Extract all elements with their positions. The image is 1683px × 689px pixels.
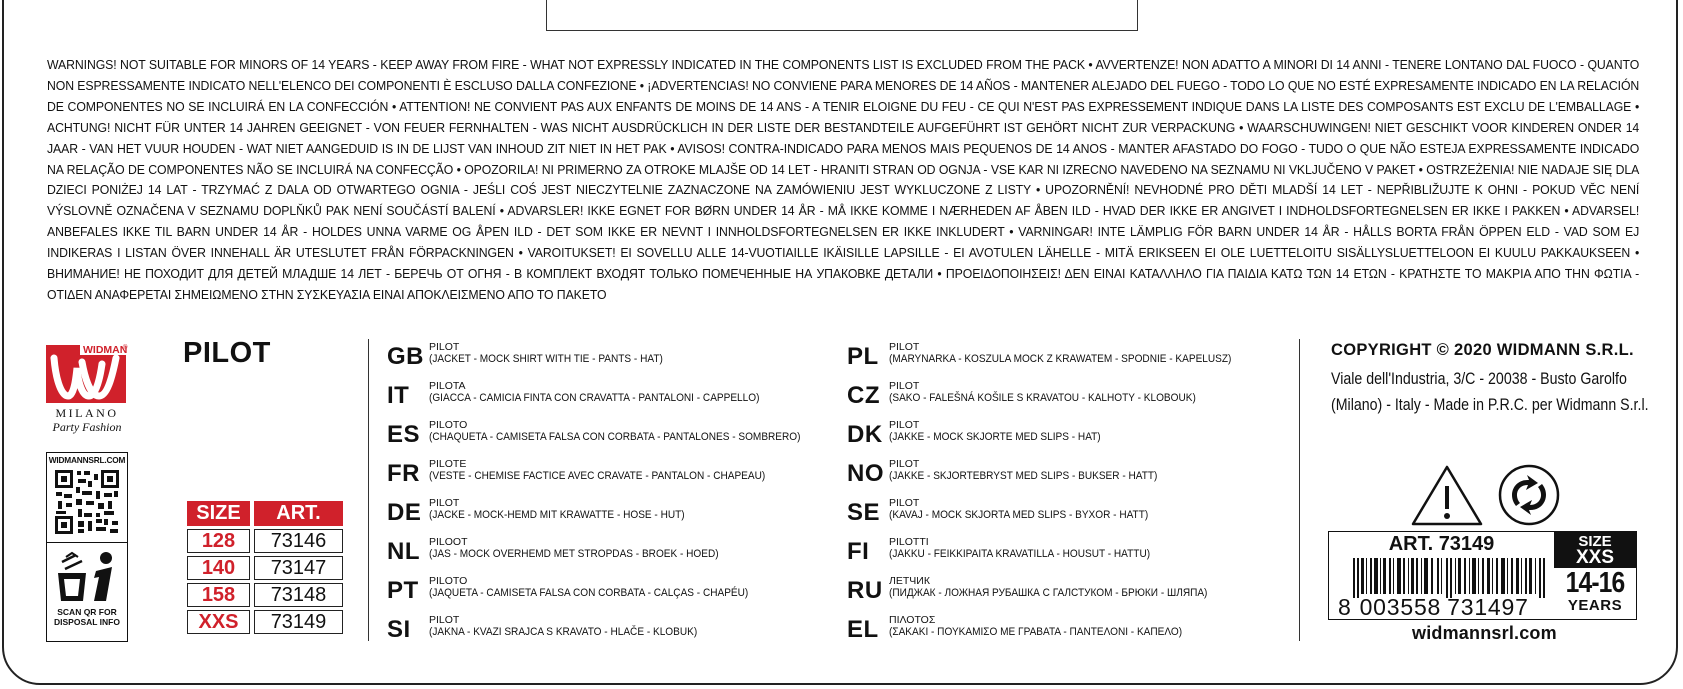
lang-desc: (CHAQUETA - CAMISETA FALSA CON CORBATA - PANTALONES - SOMBRERO): [429, 431, 801, 443]
barcode-bars-icon: [1353, 558, 1549, 598]
size-panel-top: [1554, 532, 1636, 568]
lang-desc: (KAVAJ - MOCK SKJORTA MED SLIPS - BYXOR - HATT): [889, 509, 1149, 521]
scan-text-line2: DISPOSAL INFO: [54, 617, 120, 627]
lang-name: PILOTA: [429, 380, 466, 392]
brand-tagline: Party Fashion: [52, 420, 122, 434]
green-dot-recycle-icon: [1500, 466, 1558, 524]
lang-code: PL: [847, 343, 879, 370]
lang-code: ES: [387, 421, 421, 448]
lang-code: RU: [847, 577, 883, 604]
lang-desc: (MARYNARKA - KOSZULA MOCK Z KRAWATEM - SPODNIE - KAPELUSZ): [889, 353, 1232, 365]
lang-desc: (JAKKU - FEIKKIPAITA KRAVATILLA - HOUSUT - HATTU): [889, 548, 1151, 560]
barcode-digit-first: 8: [1338, 594, 1352, 620]
size-panel: [1554, 532, 1636, 619]
qr-block: [46, 452, 128, 642]
size-value: 140: [187, 556, 250, 580]
lang-code: PT: [387, 577, 419, 604]
website-link[interactable]: widmannsrl.com: [1412, 623, 1557, 643]
lang-name: PILOTTI: [889, 536, 929, 548]
lang-code: DK: [847, 421, 883, 448]
lang-name: PILOT: [889, 419, 920, 431]
size-value: 158: [187, 583, 250, 607]
art-header: ART.: [254, 501, 343, 526]
lang-name: ΠΙΛΟΤΟΣ: [889, 614, 936, 626]
barcode-digits: [1338, 594, 1529, 621]
lang-name: PILOT: [889, 341, 920, 353]
qr-code-icon[interactable]: [54, 469, 120, 535]
lang-desc: (ПИДЖАК - ЛОЖНАЯ РУБАШКА С ГАЛСТУКОМ - БРЮКИ - ШЛЯПА): [889, 587, 1208, 599]
size-row: [187, 583, 343, 607]
qr-divider: [47, 542, 127, 543]
years-range: 14-16: [1565, 567, 1625, 599]
lang-name: PILOT: [429, 614, 460, 626]
size-header: SIZE: [187, 501, 250, 526]
disposal-bin-icon: [52, 549, 122, 605]
widmann-logo-icon: [46, 342, 128, 404]
years-label: YEARS: [1567, 597, 1623, 614]
logo-text: WIDMAN: [83, 344, 128, 356]
barcode-art-label: ART. 73149: [1388, 533, 1495, 555]
lang-desc: (JACKET - MOCK SHIRT WITH TIE - PANTS - HAT): [429, 353, 663, 365]
lang-desc: (JACKE - MOCK-HEMD MIT KRAWATTE - HOSE - HUT): [429, 509, 685, 521]
art-value: 73149: [254, 610, 343, 634]
lang-desc: (JAKKE - MOCK SKJORTE MED SLIPS - HAT): [889, 431, 1101, 443]
lang-code: FI: [847, 538, 870, 565]
address-text: [1331, 366, 1649, 418]
art-value: 73147: [254, 556, 343, 580]
barcode-digit-group1: 003558: [1359, 594, 1442, 620]
lang-desc: (GIACCA - CAMICIA FINTA CON CRAVATTA - PANTALONI - CAPPELLO): [429, 392, 760, 404]
barcode-box: [1328, 531, 1637, 620]
size-row: [187, 556, 343, 580]
size-panel-label: SIZE: [1578, 533, 1612, 550]
product-title: PILOT: [183, 337, 271, 369]
lang-name: ЛЕТЧИК: [889, 575, 930, 587]
lang-name: PILOT: [429, 497, 460, 509]
size-row: [187, 610, 343, 634]
lang-code: CZ: [847, 382, 880, 409]
lang-name: PILOOT: [429, 536, 468, 548]
lang-code: GB: [387, 343, 424, 370]
lang-name: PILOTE: [429, 458, 467, 470]
scan-text-line1: SCAN QR FOR: [57, 607, 117, 617]
size-row: [187, 529, 343, 553]
barcode-digit-group2: 731497: [1447, 594, 1529, 620]
lang-code: FR: [387, 460, 420, 487]
lang-desc: (JAKNA - KVAZI SRAJCA S KRAVATO - HLAČE - KLOBUK): [429, 626, 698, 638]
lang-name: PILOT: [889, 458, 920, 470]
art-value: 73146: [254, 529, 343, 553]
lang-desc: (ΣΑΚΑΚΙ - ΠΟΥΚΑΜΙΣΟ ΜΕ ΓΡΑΒΑΤΑ - ΠΑΝΤΕΛΟΝΙ - ΚΑΠΕΛΟ): [889, 626, 1183, 638]
lang-name: PILOTO: [429, 575, 468, 587]
divider-right: [1299, 339, 1300, 641]
lang-code: NO: [847, 460, 884, 487]
lang-desc: (JAQUETA - CAMISETA FALSA CON CORBATA - CALÇAS - CHAPÉU): [429, 587, 749, 599]
warnings-text: WARNINGS! NOT SUITABLE FOR MINORS OF 14 YEARS - KEEP AWAY FROM FIRE - WHAT NOT EXPRESSLY INDICATED IN THE COMPONENTS LIST IS EXCLUDED FROM THE PACK • AVVERTENZE! NON ADATTO A MINORI DI 14 ANNI - TENERE LONTANO DAL FUOCO - QUANTO NON ESPRESSAMENTE INDICATO NELL'ELENCO DEI COMPONENTI È ESCLUSO DALLA CONFEZIONE • ¡ADVERTENCIAS! NO CONVIENE PARA MENORES DE 14 AÑOS - MANTENER ALEJADO DEL FUEGO - TODO LO QUE NO ESTÉ EXPRESAMENTE INDICADO EN LA RELACIÓN DE COMPONENTES NO SE INCLUIRÁ EN LA CONFECCIÓN • ATTENTION! NE CONVIENT PAS AUX ENFANTS DE MOINS DE 14 ANS - A TENIR ELOIGNE DU FEU - CE QUI N'EST PAS EXPRESSEMENT INDIQUE DANS LA LISTE DES COMPOSANTS EST EXCLU DE L'EMBALLAGE • ACHTUNG! NICHT FÜR UNTER 14 JAHREN GEEIGNET - VON FEUER FERNHALTEN - WAS NICHT AUSDRÜCKLICH IN DER LISTE DER BESTANDTEILE AUFGEFÜHRT IST GEHÖRT NICHT ZUR VERPACKUNG • WAARSCHUWINGEN! NIET GESCHIKT VOOR KINDEREN ONDER 14 JAAR - VAN HET VUUR HOUDEN - WAT NIET AANGEDUID IS IN DE LIJST VAN INHOUD ZIT NIET IN HET PAK • AVISOS! CONTRA-INDICADO PARA MENOS MAIS PEQUENOS DE 14 ANOS - MANTER AFASTADO DO FOGO - TUDO O QUE NÃO ESTEJA EXPRESSAMENTE INDICADO NA RELAÇÃO DE COMPONENTES NÃO SE INCLUIRÁ NA CONFECÇÃO • OPOZORILA! NI PRIMERNO ZA OTROKE MLAJŠE OD 14 LET - HRANITI STRAN OD OGNJA - VSE KAR NI IZRECNO NAVEDENO NA SEZNAMU NI VKLJUČENO V PAKET • OSTRZEŻENIA! NIE NADAJE SIĘ DLA DZIECI PONIŻEJ 14 LAT - TRZYMAĆ Z DALA OD OTWARTEGO OGNIA - JEŚLI COŚ JEST NIECZYTELNIE ZAZNACZONE NA ZAMÓWIENIU JEST WYKLUCZONE Z LISTY • UPOZORNĚNÍ! NEVHODNÉ PRO DĚTI MLADŠÍ 14 LET - NEPŘIBLIŽUJTE K OHNI - POKUD VĚC NENÍ VÝSLOVNĚ OZNAČENA V SEZNAMU DOPLŇKŮ PAK NENÍ SOUČÁSTÍ BALENÍ • ADVARSLER! IKKE EGNET FOR BØRN UNDER 14 ÅR - MÅ IKKE KOMME I NÆRHEDEN AF ÅBEN ILD - HVAD DER IKKE ER ANGIVET I INDHOLDSFORTEGNELSEN ER IKKE I PAKKEN • ADVARSEL! ANBEFALES IKKE TIL BARN UNDER 14 ÅR - HOLDES UNNA VARME OG ÅPEN ILD - DET SOM IKKE ER NEVNT I INNHOLDSFORTEGNELSEN ER IKKE INKLUDERT • VARNINGAR! INTE LÄMPLIG FÖR BARN UNDER 14 ÅR - HÅLLS BORTA FRÅN ÖPPEN ELD - VAD SOM EJ INDIKERAS I LISTAN ÖVER INNEHALL ÄR UTESLUTET FRÅN FÖRPACKNINGEN • VAROITUKSET! EI SOVELLU ALLE 14-VUOTIAILLE IKÄISILLE LAPSILLE - EI AVOTULEN LÄHELLE - MITÄ ERIKSEEN EI OLE LUETTELOITU SISÄLLYSLUETTELOON EI KUULU PAKKAUKSEEN • ВНИМАНИЕ! НЕ ПОХОДИТ ДЛЯ ДЕТЕЙ МЛАДШЕ 14 ЛЕТ - БЕРЕЧЬ ОТ ОГНЯ - В КОМПЛЕКТ ВХОДЯТ ТОЛЬКО ПОМЕЧЕННЫЕ НА УПАКОВКЕ ДЕТАЛИ • ΠΡΟΕΙΔΟΠΟΙΗΣΕΙΣ! ΔΕΝ ΕΙΝΑΙ ΚΑΤΑΛΛΗΛΟ ΓΙΑ ΠΑΙΔΙΑ ΚΑΤΩ ΤΩΝ 14 ΕΤΩΝ - ΚΡΑΤΗΣΤΕ ΤΟ ΜΑΚΡΙΑ ΑΠΟ ΤΗΝ ΦΩΤΙΑ - ΟΤΙΔΕΝ ΑΝΑΦΕΡΕΤΑΙ ΣΗΜΕΙΩΜΕΝΟ ΣΤΗΝ ΣΥΣΚΕΥΑΣΙΑ ΕΙΝΑΙ ΑΠΟΚΛΕΙΣΜΕΝΟ ΑΠΟ ΤΟ ΠΑΚΕΤΟ: [47, 57, 1640, 302]
lang-desc: (SAKO - FALEŠNÁ KOŠILE S KRAVATOU - KALHOTY - KLOBOUK): [889, 392, 1196, 404]
size-panel-value: XXS: [1575, 547, 1615, 568]
lang-code: SI: [387, 616, 411, 643]
size-value: 128: [187, 529, 250, 553]
warning-triangle-icon: [1413, 467, 1481, 524]
address-line1: Viale dell'Industria, 3/C - 20038 - Busto Garolfo: [1331, 370, 1627, 388]
lang-code: SE: [847, 499, 881, 526]
top-window-box: [546, 0, 1138, 31]
lang-desc: (JAS - MOCK OVERHEMD MET STROPDAS - BROEK - HOED): [429, 548, 719, 560]
divider-left: [368, 339, 369, 641]
lang-code: EL: [847, 616, 879, 643]
qr-url: WIDMANNSRL.COM: [48, 455, 126, 465]
scan-qr-text: [47, 607, 127, 627]
size-table: [183, 498, 347, 637]
symbols: [1410, 464, 1566, 531]
lang-name: PILOTO: [429, 419, 468, 431]
art-value: 73148: [254, 583, 343, 607]
lang-desc: (VESTE - CHEMISE FACTICE AVEC CRAVATE - PANTALON - CHAPEAU): [429, 470, 766, 482]
registered-mark: ®: [123, 345, 128, 351]
lang-code: IT: [387, 382, 410, 409]
lang-code: NL: [387, 538, 420, 565]
lang-name: PILOT: [429, 341, 460, 353]
brand-block: [46, 342, 136, 435]
size-value: XXS: [187, 610, 250, 634]
copyright-text: COPYRIGHT © 2020 WIDMANN S.R.L.: [1331, 341, 1634, 359]
lang-desc: (JAKKE - SKJORTEBRYST MED SLIPS - BUKSER - HATT): [889, 470, 1158, 482]
brand-city: MILANO: [55, 406, 119, 420]
lang-name: PILOT: [889, 497, 920, 509]
address-line2: (Milano) - Italy - Made in P.R.C. per Widmann S.r.l.: [1331, 396, 1649, 414]
lang-code: DE: [387, 499, 422, 526]
lang-name: PILOT: [889, 380, 920, 392]
